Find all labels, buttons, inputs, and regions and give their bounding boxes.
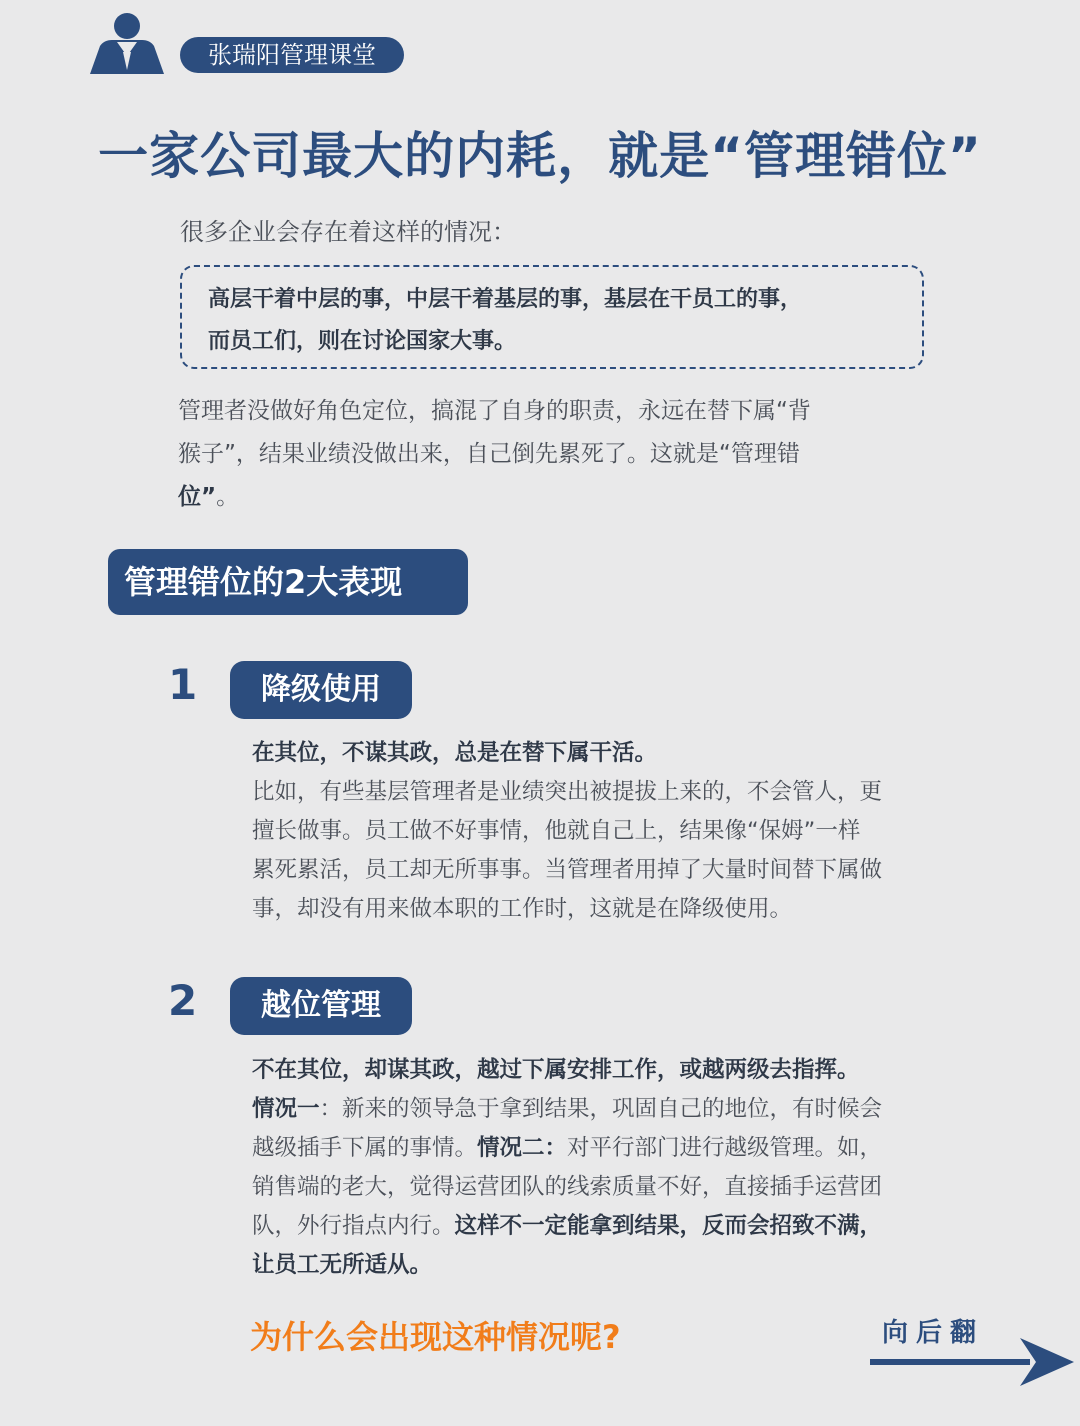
intro-lead: 很多企业会存在着这样的情况： — [180, 218, 516, 246]
item-line: 擅长做事。员工做不好事情，他就自己上，结果像“保姆”一样 — [252, 818, 861, 844]
case-label: 情况二： — [477, 1135, 568, 1161]
paragraph-line — [178, 476, 938, 519]
case-text: 队，外行指点内行。 — [252, 1213, 455, 1239]
case-label: 情况一 — [252, 1096, 320, 1122]
item-line: 事，却没有用来做本职的工作时，这就是在降级使用。 — [252, 896, 793, 922]
item-number: 2 — [168, 976, 198, 1025]
paragraph-line: 猴子”，结果业绩没做出来，自己倒先累死了。这就是“管理错 — [178, 441, 800, 467]
item-tag: 降级使用 — [230, 661, 412, 719]
paragraph-line: 管理者没做好角色定位，搞混了自身的职责，永远在替下属“背 — [178, 398, 811, 424]
item-lead: 不在其位，却谋其政，越过下属安排工作，或越两级去指挥。 — [252, 1057, 860, 1083]
case-text: ：新来的领导急于拿到结果，巩固自己的地位，有时候会 — [319, 1096, 883, 1122]
item-body — [252, 734, 992, 929]
section-heading: 管理错位的2大表现 — [108, 549, 468, 615]
brand-name: 张瑞阳管理课堂 — [180, 37, 404, 73]
item-lead: 在其位，不谋其政，总是在替下属干活。 — [252, 740, 658, 766]
quote-line: 高层干着中层的事，中层干着基层的事，基层在干员工的事， — [208, 287, 803, 312]
paragraph-emphasis: 位” — [178, 484, 217, 510]
user-avatar-icon — [88, 12, 166, 76]
item-emphasis: 这样不一定能拿到结果，反而会招致不满， — [454, 1213, 883, 1239]
item-line: 让员工无所适从。 — [252, 1252, 433, 1278]
next-page-label[interactable]: 向后翻 — [882, 1318, 985, 1348]
item-line: 累死累活，员工却无所事事。当管理者用掉了大量时间替下属做 — [252, 857, 883, 883]
paragraph-tail: 。 — [216, 484, 240, 510]
item-line: 销售端的老大，觉得运营团队的线索质量不好，直接插手运营团 — [252, 1174, 883, 1200]
item-body — [252, 1051, 992, 1285]
item-line: 比如，有些基层管理者是业绩突出被提拔上来的，不会管人，更 — [252, 779, 883, 805]
item-line — [252, 1090, 992, 1129]
arrow-right-icon[interactable] — [870, 1334, 1076, 1388]
item-number: 1 — [168, 660, 198, 709]
quote-line: 而员工们，则在讨论国家大事。 — [208, 329, 517, 354]
item-tag: 越位管理 — [230, 977, 412, 1035]
case-text: 越级插手下属的事情。 — [252, 1135, 478, 1161]
page-title: 一家公司最大的内耗，就是“管理错位” — [98, 127, 982, 185]
closing-question: 为什么会出现这种情况呢? — [250, 1318, 621, 1356]
item-line — [252, 1129, 992, 1168]
case-text: 对平行部门进行越级管理。如， — [567, 1135, 883, 1161]
item-line — [252, 1207, 992, 1246]
quote-box — [180, 265, 924, 369]
intro-paragraph — [178, 390, 938, 519]
